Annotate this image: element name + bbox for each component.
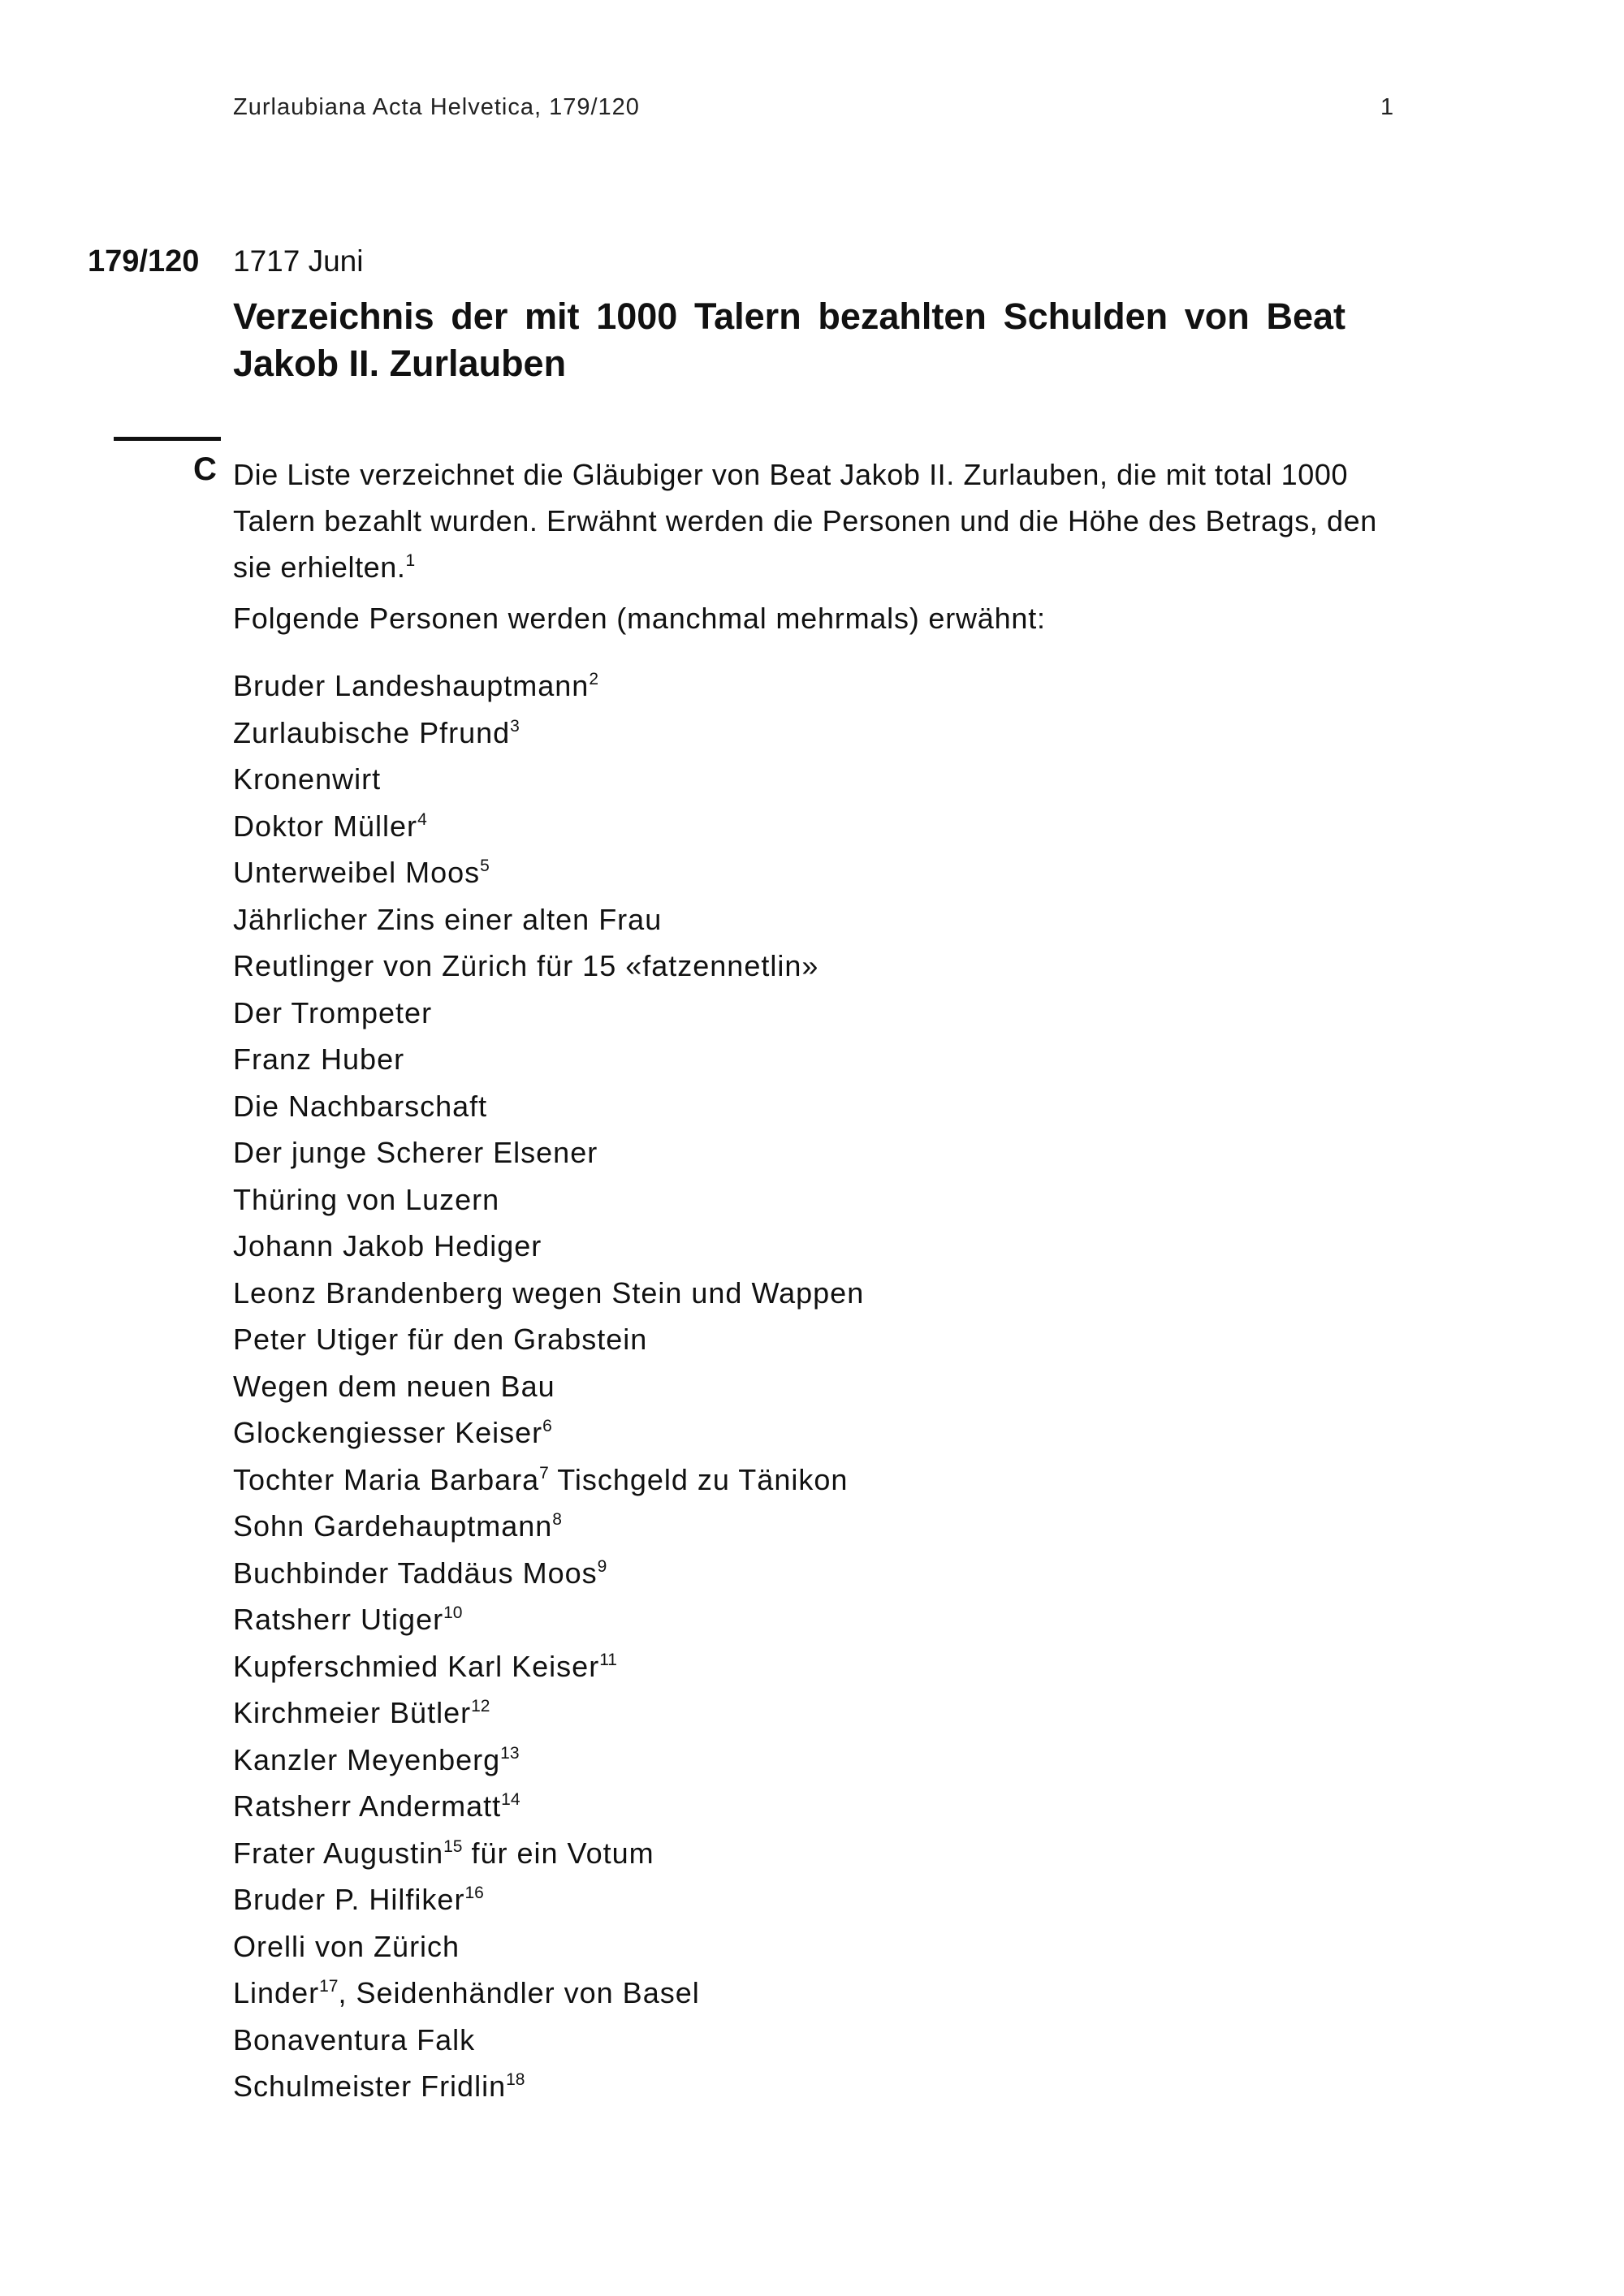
person-list xyxy=(233,662,864,2110)
person-name: Wegen dem neuen Bau xyxy=(233,1369,555,1403)
person-name: Tochter Maria Barbara xyxy=(233,1462,540,1496)
list-item xyxy=(233,1270,864,1317)
list-item xyxy=(233,1550,864,1597)
summary-paragraph xyxy=(233,451,1386,590)
section-marker: C xyxy=(193,451,217,487)
list-intro: Folgende Personen werden (manchmal mehrmals) erwähnt: xyxy=(233,602,1046,635)
footnote-reference[interactable]: 2 xyxy=(589,670,598,688)
list-item xyxy=(233,1503,864,1550)
footnote-reference[interactable]: 6 xyxy=(542,1417,552,1435)
footnote-reference[interactable]: 7 xyxy=(539,1463,549,1482)
person-name: Buchbinder Taddäus Moos xyxy=(233,1556,598,1590)
person-name: Zurlaubische Pfrund xyxy=(233,715,511,749)
person-name: Kanzler Meyenberg xyxy=(233,1742,501,1776)
list-item xyxy=(233,2017,864,2064)
list-item xyxy=(233,1970,864,2017)
footnote-reference[interactable]: 8 xyxy=(552,1510,562,1529)
person-name: Der Trompeter xyxy=(233,995,433,1029)
person-name: Bruder Landeshauptmann xyxy=(233,669,590,702)
footnote-reference[interactable]: 5 xyxy=(480,857,490,875)
list-item xyxy=(233,1783,864,1830)
person-name: Der junge Scherer Elsener xyxy=(233,1136,598,1169)
footnote-reference[interactable]: 12 xyxy=(471,1697,490,1716)
list-item xyxy=(233,803,864,850)
document-title: Verzeichnis der mit 1000 Talern bezahlten Schulden von Beat Jakob II. Zurlauben xyxy=(233,296,1345,384)
person-name: Johann Jakob Hediger xyxy=(233,1229,542,1262)
person-name: Jährlicher Zins einer alten Frau xyxy=(233,902,663,936)
list-item xyxy=(233,1316,864,1363)
person-name: Bruder P. Hilfiker xyxy=(233,1883,465,1916)
footnote-reference[interactable]: 13 xyxy=(500,1743,520,1763)
list-item xyxy=(233,1737,864,1784)
person-name-continuation: Tischgeld zu Tänikon xyxy=(548,1462,849,1496)
person-name: Ratsherr Utiger xyxy=(233,1603,444,1636)
list-item xyxy=(233,1036,864,1083)
person-name: Ratsherr Andermatt xyxy=(233,1789,502,1823)
person-name: Franz Huber xyxy=(233,1042,405,1076)
person-name: Doktor Müller xyxy=(233,809,418,843)
section-divider xyxy=(114,437,221,441)
footnote-reference[interactable]: 4 xyxy=(417,809,427,829)
list-item xyxy=(233,990,864,1037)
list-item xyxy=(233,1876,864,1923)
list-item xyxy=(233,1409,864,1457)
list-item xyxy=(233,1363,864,1410)
list-item xyxy=(233,1690,864,1737)
list-item xyxy=(233,1129,864,1176)
person-name: Orelli von Zürich xyxy=(233,1929,460,1963)
summary xyxy=(233,451,1386,590)
person-name: Kronenwirt xyxy=(233,762,382,796)
list-item xyxy=(233,1643,864,1690)
person-name: Leonz Brandenberg wegen Stein und Wappen xyxy=(233,1275,865,1310)
list-item xyxy=(233,1176,864,1224)
document-date: 1717 Juni xyxy=(233,244,364,278)
person-name: Reutlinger von Zürich für 15 «fatzennetlin» xyxy=(233,949,819,982)
person-name: Schulmeister Fridlin xyxy=(233,2069,507,2103)
footnote-reference[interactable]: 10 xyxy=(443,1603,463,1622)
person-name-continuation: , Seidenhändler von Basel xyxy=(338,1976,700,2009)
person-name: Kirchmeier Bütler xyxy=(233,1696,472,1729)
list-item xyxy=(233,1223,864,1270)
list-item xyxy=(233,896,864,943)
list-item xyxy=(233,662,864,710)
list-item xyxy=(233,1596,864,1643)
list-item xyxy=(233,756,864,803)
footnote-reference[interactable]: 15 xyxy=(443,1836,463,1856)
footnote-reference[interactable]: 16 xyxy=(464,1884,484,1902)
person-name: Sohn Gardehauptmann xyxy=(233,1509,553,1543)
person-name: Die Nachbarschaft xyxy=(233,1089,488,1123)
footnote-reference[interactable]: 14 xyxy=(501,1790,520,1809)
list-item xyxy=(233,1830,864,1877)
footnote-reference[interactable]: 18 xyxy=(506,2070,525,2089)
page-number: 1 xyxy=(1380,94,1394,120)
person-name: Thüring von Luzern xyxy=(233,1182,500,1216)
list-item xyxy=(233,710,864,757)
person-name: Bonaventura Falk xyxy=(233,2022,476,2056)
list-item xyxy=(233,849,864,896)
footnote-reference[interactable]: 17 xyxy=(319,1977,339,1996)
footnote-reference[interactable]: 1 xyxy=(405,551,416,570)
list-item xyxy=(233,2063,864,2110)
person-name: Peter Utiger für den Grabstein xyxy=(233,1323,648,1356)
list-item xyxy=(233,1083,864,1130)
person-name: Frater Augustin xyxy=(233,1836,444,1870)
running-title: Zurlaubiana Acta Helvetica, 179/120 xyxy=(233,94,640,120)
footnote-reference[interactable]: 11 xyxy=(599,1650,617,1669)
footnote-reference[interactable]: 9 xyxy=(597,1556,607,1576)
person-name: Linder xyxy=(233,1976,320,2009)
person-name: Glockengiesser Keiser xyxy=(233,1416,543,1449)
list-item xyxy=(233,1923,864,1970)
person-name: Unterweibel Moos xyxy=(233,856,481,889)
document-number: 179/120 xyxy=(88,244,200,278)
list-item xyxy=(233,1457,864,1504)
list-item xyxy=(233,943,864,990)
person-name-continuation: für ein Votum xyxy=(462,1836,654,1870)
footnote-reference[interactable]: 3 xyxy=(510,716,520,736)
summary-text: Die Liste verzeichnet die Gläubiger von Beat Jakob II. Zurlauben, die mit total 1000 Talern bezahlt wurden. Erwähnt werden die Personen und die Höhe des Betrags, den sie erhielten. xyxy=(233,458,1377,584)
person-name: Kupferschmied Karl Keiser xyxy=(233,1649,600,1683)
